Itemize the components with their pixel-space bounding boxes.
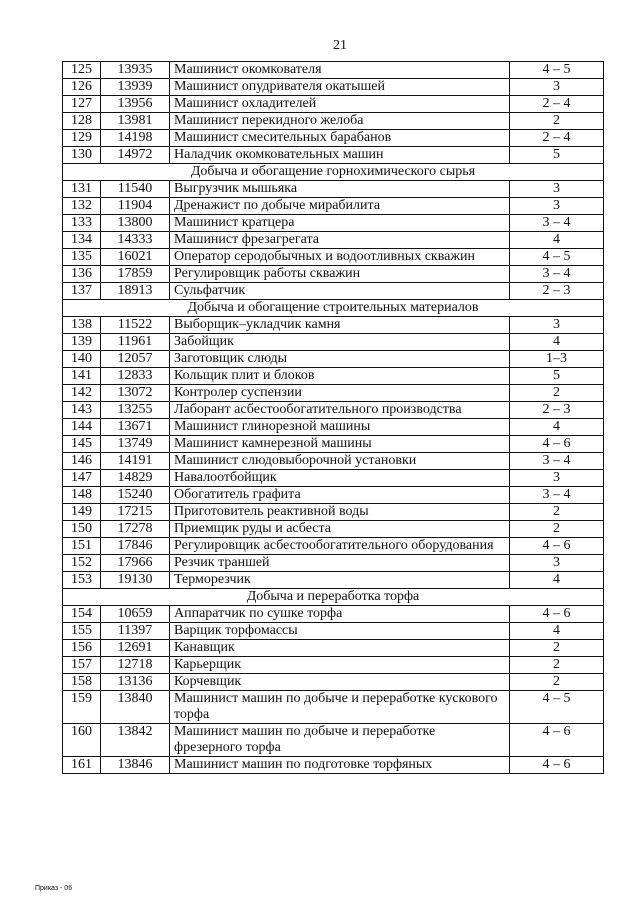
row-number: 145 (63, 436, 101, 453)
profession-name: Машинист перекидного желоба (170, 113, 510, 130)
table-row (63, 555, 604, 572)
row-number: 149 (63, 504, 101, 521)
table-row (63, 198, 604, 215)
grade-range: 4 (510, 623, 604, 640)
profession-name: Машинист опудривателя окатышей (170, 79, 510, 96)
grade-range: 4 (510, 232, 604, 249)
profession-code: 16021 (101, 249, 170, 266)
table-row (63, 757, 604, 774)
profession-code: 11961 (101, 334, 170, 351)
profession-name: Машинист машин по подготовке торфяных (170, 757, 510, 774)
profession-name: Канавщик (170, 640, 510, 657)
row-number: 133 (63, 215, 101, 232)
profession-name: Машинист охладителей (170, 96, 510, 113)
table-row (63, 487, 604, 504)
table-row (63, 470, 604, 487)
row-number: 129 (63, 130, 101, 147)
profession-code: 15240 (101, 487, 170, 504)
profession-name: Оператор серодобычных и водоотливных скважин (170, 249, 510, 266)
profession-name: Дренажист по добыче мирабилита (170, 198, 510, 215)
profession-name: Обогатитель графита (170, 487, 510, 504)
row-number: 136 (63, 266, 101, 283)
grade-range: 5 (510, 147, 604, 164)
profession-code: 11397 (101, 623, 170, 640)
row-number: 139 (63, 334, 101, 351)
table-row (63, 79, 604, 96)
table-row (63, 317, 604, 334)
row-number: 151 (63, 538, 101, 555)
profession-code: 13981 (101, 113, 170, 130)
grade-range: 2 – 4 (510, 96, 604, 113)
table-row (63, 113, 604, 130)
profession-code: 17966 (101, 555, 170, 572)
row-number: 140 (63, 351, 101, 368)
profession-code: 14191 (101, 453, 170, 470)
profession-code: 13840 (101, 691, 170, 724)
table-row (63, 606, 604, 623)
profession-code: 13671 (101, 419, 170, 436)
profession-code: 13072 (101, 385, 170, 402)
profession-code: 17846 (101, 538, 170, 555)
grade-range: 2 (510, 504, 604, 521)
table-row (63, 283, 604, 300)
profession-name: Сульфатчик (170, 283, 510, 300)
grade-range: 4 – 6 (510, 538, 604, 555)
profession-code: 11904 (101, 198, 170, 215)
grade-range: 4 (510, 334, 604, 351)
row-number: 143 (63, 402, 101, 419)
table-row (63, 453, 604, 470)
table-row (63, 232, 604, 249)
profession-code: 11522 (101, 317, 170, 334)
profession-code: 14333 (101, 232, 170, 249)
row-number: 134 (63, 232, 101, 249)
row-number: 144 (63, 419, 101, 436)
grade-range: 1–3 (510, 351, 604, 368)
grade-range: 4 – 5 (510, 691, 604, 724)
grade-range: 2 (510, 385, 604, 402)
profession-name: Резчик траншей (170, 555, 510, 572)
profession-name: Наладчик окомковательных машин (170, 147, 510, 164)
row-number: 152 (63, 555, 101, 572)
table-row (63, 674, 604, 691)
grade-range: 4 – 6 (510, 606, 604, 623)
grade-range: 3 (510, 181, 604, 198)
profession-code: 10659 (101, 606, 170, 623)
row-number: 154 (63, 606, 101, 623)
row-number: 159 (63, 691, 101, 724)
profession-code: 13935 (101, 62, 170, 79)
table-row (63, 181, 604, 198)
grade-range: 2 (510, 657, 604, 674)
row-number: 128 (63, 113, 101, 130)
row-number: 132 (63, 198, 101, 215)
section-title: Добыча и переработка торфа (63, 589, 604, 606)
grade-range: 3 – 4 (510, 215, 604, 232)
table-row (63, 62, 604, 79)
grade-range: 4 – 6 (510, 436, 604, 453)
row-number: 156 (63, 640, 101, 657)
row-number: 131 (63, 181, 101, 198)
profession-name: Приготовитель реактивной воды (170, 504, 510, 521)
section-header-row (63, 164, 604, 181)
grade-range: 2 – 4 (510, 130, 604, 147)
grade-range: 2 (510, 521, 604, 538)
section-title: Добыча и обогащение строительных материалов (63, 300, 604, 317)
profession-name: Кольщик плит и блоков (170, 368, 510, 385)
row-number: 138 (63, 317, 101, 334)
table-row (63, 351, 604, 368)
profession-name: Карьерщик (170, 657, 510, 674)
profession-name: Регулировщик работы скважин (170, 266, 510, 283)
table-row (63, 368, 604, 385)
table-row (63, 538, 604, 555)
profession-name: Машинист кратцера (170, 215, 510, 232)
row-number: 130 (63, 147, 101, 164)
profession-name: Выборщик–укладчик камня (170, 317, 510, 334)
row-number: 127 (63, 96, 101, 113)
row-number: 157 (63, 657, 101, 674)
footer-note: Приказ - 06 (35, 885, 73, 892)
row-number: 142 (63, 385, 101, 402)
table-row (63, 691, 604, 724)
table-row (63, 266, 604, 283)
grade-range: 2 (510, 674, 604, 691)
profession-code: 13800 (101, 215, 170, 232)
profession-name: Выгрузчик мышьяка (170, 181, 510, 198)
page-number: 21 (333, 38, 347, 53)
profession-code: 13956 (101, 96, 170, 113)
row-number: 125 (63, 62, 101, 79)
row-number: 137 (63, 283, 101, 300)
row-number: 160 (63, 724, 101, 757)
section-header-row (63, 589, 604, 606)
row-number: 126 (63, 79, 101, 96)
profession-name: Машинист машин по добыче и переработке кускового торфа (170, 691, 510, 724)
row-number: 148 (63, 487, 101, 504)
grade-range: 2 – 3 (510, 402, 604, 419)
grade-range: 4 – 6 (510, 757, 604, 774)
table-row (63, 249, 604, 266)
profession-name: Машинист машин по добыче и переработке фрезерного торфа (170, 724, 510, 757)
profession-name: Терморезчик (170, 572, 510, 589)
profession-name: Машинист окомкователя (170, 62, 510, 79)
grade-range: 3 – 4 (510, 266, 604, 283)
table-row (63, 402, 604, 419)
grade-range: 4 (510, 419, 604, 436)
profession-code: 13939 (101, 79, 170, 96)
table-row (63, 623, 604, 640)
profession-code: 19130 (101, 572, 170, 589)
profession-name: Лаборант асбестообогатительного производства (170, 402, 510, 419)
profession-code: 13846 (101, 757, 170, 774)
table-row (63, 130, 604, 147)
profession-name: Машинист смесительных барабанов (170, 130, 510, 147)
table-row (63, 385, 604, 402)
grade-range: 3 (510, 317, 604, 334)
row-number: 146 (63, 453, 101, 470)
table-row (63, 96, 604, 113)
section-title: Добыча и обогащение горнохимического сырья (63, 164, 604, 181)
table-row (63, 521, 604, 538)
profession-code: 13136 (101, 674, 170, 691)
profession-code: 11540 (101, 181, 170, 198)
profession-name: Заготовщик слюды (170, 351, 510, 368)
grade-range: 3 – 4 (510, 453, 604, 470)
grade-range: 3 (510, 555, 604, 572)
profession-code: 13749 (101, 436, 170, 453)
profession-name: Регулировщик асбестообогатительного оборудования (170, 538, 510, 555)
profession-code: 12718 (101, 657, 170, 674)
profession-code: 13842 (101, 724, 170, 757)
grade-range: 4 – 5 (510, 62, 604, 79)
row-number: 155 (63, 623, 101, 640)
grade-range: 4 (510, 572, 604, 589)
profession-code: 14972 (101, 147, 170, 164)
profession-name: Машинист глинорезной машины (170, 419, 510, 436)
table-row (63, 504, 604, 521)
profession-code: 12833 (101, 368, 170, 385)
table-row (63, 640, 604, 657)
table-row (63, 572, 604, 589)
profession-name: Контролер суспензии (170, 385, 510, 402)
grade-range: 5 (510, 368, 604, 385)
table-row (63, 334, 604, 351)
row-number: 147 (63, 470, 101, 487)
professions-table (62, 61, 604, 774)
grade-range: 2 – 3 (510, 283, 604, 300)
profession-code: 17215 (101, 504, 170, 521)
row-number: 161 (63, 757, 101, 774)
profession-name: Машинист слюдовыборочной установки (170, 453, 510, 470)
profession-name: Забойщик (170, 334, 510, 351)
profession-name: Машинист фрезагрегата (170, 232, 510, 249)
profession-code: 12057 (101, 351, 170, 368)
table-row (63, 436, 604, 453)
grade-range: 2 (510, 113, 604, 130)
table-row (63, 147, 604, 164)
profession-name: Навалоотбойщик (170, 470, 510, 487)
grade-range: 3 (510, 79, 604, 96)
table-row (63, 419, 604, 436)
profession-code: 13255 (101, 402, 170, 419)
table-row (63, 724, 604, 757)
grade-range: 4 – 6 (510, 724, 604, 757)
profession-code: 12691 (101, 640, 170, 657)
profession-name: Приемщик руды и асбеста (170, 521, 510, 538)
profession-code: 17278 (101, 521, 170, 538)
grade-range: 4 – 5 (510, 249, 604, 266)
profession-code: 17859 (101, 266, 170, 283)
section-header-row (63, 300, 604, 317)
grade-range: 3 (510, 470, 604, 487)
grade-range: 3 – 4 (510, 487, 604, 504)
profession-name: Варщик торфомассы (170, 623, 510, 640)
row-number: 141 (63, 368, 101, 385)
grade-range: 3 (510, 198, 604, 215)
table-row (63, 657, 604, 674)
row-number: 153 (63, 572, 101, 589)
profession-code: 14198 (101, 130, 170, 147)
table-row (63, 215, 604, 232)
row-number: 158 (63, 674, 101, 691)
profession-code: 14829 (101, 470, 170, 487)
row-number: 135 (63, 249, 101, 266)
profession-name: Машинист камнерезной машины (170, 436, 510, 453)
profession-code: 18913 (101, 283, 170, 300)
row-number: 150 (63, 521, 101, 538)
grade-range: 2 (510, 640, 604, 657)
profession-name: Корчевщик (170, 674, 510, 691)
profession-name: Аппаратчик по сушке торфа (170, 606, 510, 623)
